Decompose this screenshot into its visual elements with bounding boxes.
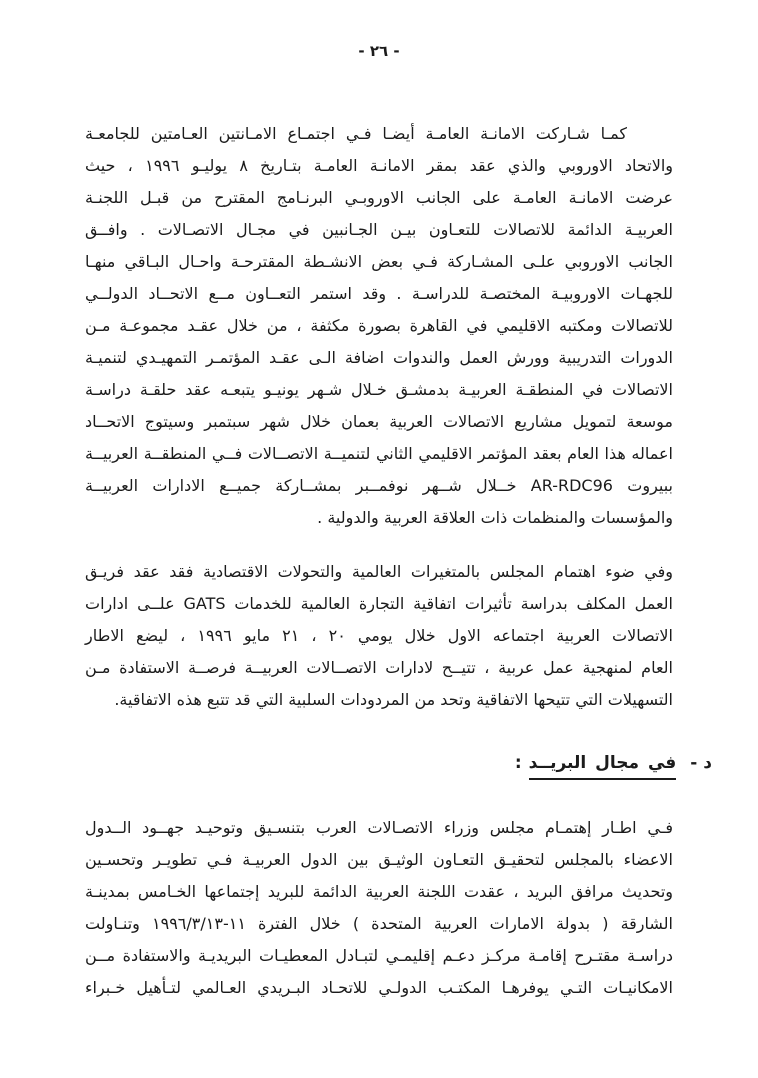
text-line: وتحديث مرافق البريد ، عقدت اللجنة العربية الدائمة للبريد إجتماعها الخـامس بمدينـة (85, 882, 673, 901)
text-line: موسعة لتمويل مشاريع الاتصالات العربية بعمان خلال شهر سبتمبر وسيتوج الاتحــاد (85, 412, 673, 431)
text-line: كمـا شـاركت الامانـة العامـة أيضـا فـي اجتمـاع الامـانتين العـامتين للجامعـة (85, 124, 627, 143)
text-line: الاعضاء بالمجلس لتحقيـق التعـاون الوثيـق بين الدول العربيـة فـي تطويـر وتحسـين (85, 850, 673, 869)
text-line: الامكانيـات التـي يوفرهـا المكتـب الدولـي للاتحـاد البـريدي العـالمي لتـأهيل خـبراء (85, 978, 673, 997)
text-line: التسهيلات التي تتيحها الاتفاقية وتحد من المردودات السلبية التي قد تتبع هذه الاتفاقية. (114, 690, 673, 709)
heading-colon: : (514, 753, 522, 773)
text-line: والاتحاد الاوروبي والذي عقد بمقر الامانـة العامـة بتـاريخ ٨ يوليـو ١٩٩٦ ، حيث (85, 156, 674, 175)
text-line-ar-rdc96: ببيروت AR-RDC96 خــلال شــهر نوفمــبر بمشــاركة جميــع الادارات العربيــة (85, 476, 673, 495)
text-line: الاتصالات في المنطقـة العربيـة بدمشـق خـلال شـهر يونيـو يتبعـه عقد حلقـة دراسـة (85, 380, 673, 399)
text-line: اعماله هذا العام بعقد المؤتمر الاقليمي الثاني لتنميــة الاتصــالات فــي المنطقــة العربيــة (85, 444, 673, 463)
paragraph-gats-workgroup (85, 556, 673, 716)
text-line: الاتصالات العربية اجتماعه الاول خلال يومي ٢٠ ، ٢١ مايو ١٩٩٦ ، ليضع الاطار (85, 626, 673, 645)
text-line: الدورات التدريبية وورش العمل والندوات اضافة الـى عقـد المؤتمـر التمهيـدي لتنميـة (85, 348, 673, 367)
text-line: وفي ضوء اهتمام المجلس بالمتغيرات العالمية والتحولات الاقتصادية فقد عقد فريـق (85, 562, 673, 581)
paragraph-postal-committee (85, 812, 673, 1004)
text-line: والمؤسسات والمنظمات ذات العلاقة العربية والدولية . (317, 508, 673, 527)
paragraph-secretariat-cooperation (85, 118, 673, 534)
text-line: الجانب الاوروبي علـى المشـاركة فـي بعض الانشـطة المقترحـة واحـال البـاقي منهـا (85, 252, 673, 271)
text-line: للاتصالات ومكتبه الاقليمي في القاهرة بصورة مكثفة ، من خلال عقـد مجموعـة مـن (85, 316, 673, 335)
page-number: - ٢٦ - (358, 42, 400, 60)
text-line: عرضت الامانـة العامـة على الجانب الاوروبـي البرنـامج المقترح من قبـل اللجنـة (85, 188, 673, 207)
text-line: العام لمنهجية عمل عربية ، تتيــح لادارات الاتصــالات العربيــة فرصــة الاستفادة مـن (85, 658, 673, 677)
text-line: للجهـات الاوروبيـة المختصـة للدراسـة . وقد استمر التعــاون مــع الاتحــاد الدولــي (85, 284, 673, 303)
text-line-sharjah-date: الشارقة ( بدولة الامارات العربية المتحدة ) خلال الفترة ١١-١٩٩٦/٣/١٣ وتنـاولت (85, 914, 673, 933)
text-line-gats: العمل المكلف بدراسة تأثيرات اتفاقية التجارة العالمية للخدمات GATS علــى ادارات (85, 594, 673, 613)
heading-title: في مجال البريــد (529, 753, 677, 780)
text-line: فـي اطـار إهتمـام مجلس وزراء الاتصـالات العرب بتنسـيق وتوحيـد جهــود الــدول (85, 818, 673, 837)
section-heading-postal (515, 748, 712, 778)
text-line: العربيـة الدائمة للاتصالات للتعـاون بيـن الجـانبين في مجـال الاتصـالات . وافــق (85, 220, 673, 239)
heading-marker: د - (690, 753, 712, 773)
text-line: دراسـة مقتـرح إقامـة مركـز دعـم إقليمـي لتبـادل المعطيـات البريديـة والاستفادة مــن (85, 946, 673, 965)
